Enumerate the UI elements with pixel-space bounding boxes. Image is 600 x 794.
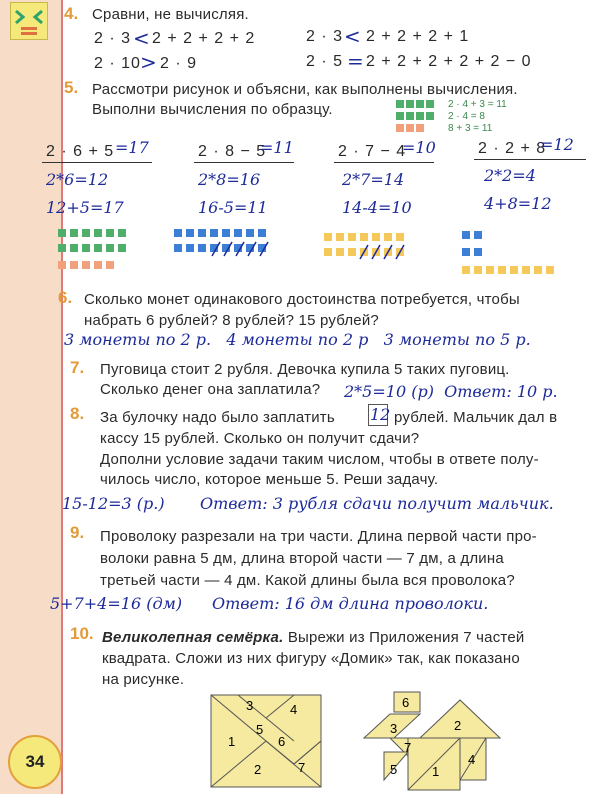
ex4-rhs-2b: 2 + 2 + 2 + 2 + 2 − 0 [366,53,532,70]
ex5-col1-step1: 2*6=12 [46,170,109,189]
left-margin-strip [0,0,62,794]
ex5-col4-answer: =12 [540,135,574,154]
exercise-10-line2: квадрата. Сложи из них фигуру «Домик» так, как показано [102,650,520,667]
ex5-col2-step2: 16-5=11 [198,198,268,217]
house-label-4: 4 [468,752,476,767]
ex8-filled-number: 12 [370,405,391,424]
exercise-8-number: 8. [70,404,85,423]
ex4-rhs-2a: 2 · 9 [160,55,198,72]
ex4-rhs-1b: 2 + 2 + 2 + 1 [366,28,470,45]
tangram-square [210,694,322,794]
ex5-ref-line1: 2 · 4 + 3 = 11 [448,99,507,110]
ex4-sign-2b: = [347,49,364,73]
ex4-expr-2a: 2 · 10 [94,55,141,72]
ex5-col3-underline [334,162,434,163]
exercise-5-line2: Выполни вычисления по образцу. [92,101,333,118]
ex4-expr-2b: 2 · 5 [306,53,344,70]
ex4-sign-1b: < [344,24,361,48]
ex4-sign-2a: > [140,50,157,74]
tangram-house [360,690,510,794]
page-number: 34 [8,735,62,789]
ex4-expr-1b: 2 · 3 [306,28,344,45]
ex5-col1-step2: 12+5=17 [46,198,124,217]
ex5-col1-expr: 2 · 6 + 5 [46,143,115,160]
ex5-col4-expr: 2 · 2 + 8 [478,140,547,157]
exercise-4-number: 4. [64,4,79,23]
ex5-col4-step2: 4+8=12 [484,194,552,213]
exercise-8-answer-text: Ответ: 3 рубля сдачи получит мальчик. [200,494,554,513]
exercise-6-number: 6. [58,288,73,307]
sq-label-7: 7 [298,760,306,775]
ex5-col2-answer: =11 [260,138,294,157]
ex8-number-box [368,404,391,426]
ex5-col4-underline [474,159,586,160]
exercise-10-line3: на рисунке. [102,671,185,688]
exercise-9-number: 9. [70,523,85,542]
margin-line [61,0,63,794]
sq-label-4: 4 [290,702,298,717]
house-label-6: 6 [402,695,410,710]
ex5-col1-answer: =17 [115,138,149,157]
house-label-3: 3 [390,721,398,736]
exercise-9-answer-calc: 5+7+4=16 (дм) [50,594,183,613]
ex4-rhs-1a: 2 + 2 + 2 + 2 [152,30,256,47]
ex5-ref-line2: 2 · 4 = 8 [448,111,485,122]
exercise-7-number: 7. [70,358,85,377]
exercise-7-answer: 2*5=10 (р) Ответ: 10 р. [344,382,558,401]
ex5-col4-step1: 2*2=4 [484,166,536,185]
house-label-5: 5 [390,762,398,777]
house-label-1: 1 [432,764,440,779]
sq-label-2: 2 [254,762,262,777]
house-label-7: 7 [404,740,412,755]
exercise-5-line1: Рассмотри рисунок и объясни, как выполнены вычисления. [92,81,518,98]
ex5-col1-underline [42,162,152,163]
ex5-col3-answer: =10 [402,138,436,157]
exercise-8-line1a: За булочку надо было заплатить [100,409,335,426]
compare-icon [10,2,48,40]
house-label-2: 2 [454,718,462,733]
sq-label-6: 6 [278,734,286,749]
exercise-6-line1: Сколько монет одинакового достоинства потребуется, чтобы [84,291,520,308]
ex5-col3-expr: 2 · 7 − 4 [338,143,407,160]
exercise-8-answer-calc: 15-12=3 (р.) [62,494,165,513]
exercise-8-line4: чилось число, которое меньше 5. Реши задачу. [100,471,439,488]
ex4-expr-1a: 2 · 3 [94,30,132,47]
exercise-6-line2: набрать 6 рублей? 8 рублей? 15 рублей? [84,312,379,329]
exercise-9-line3: третьей части — 4 дм. Какой длины была вся проволока? [100,572,515,589]
sq-label-3: 3 [246,698,254,713]
exercise-10-line1: Вырежи из Приложения 7 частей [287,629,525,646]
exercise-9-line1: Проволоку разрезали на три части. Длина первой части про- [100,528,537,545]
exercise-7-line1: Пуговица стоит 2 рубля. Девочка купила 5 таких пуговиц. [100,361,510,378]
exercise-9-line2: волоки равна 5 дм, длина второй части — 7 дм, а длина [100,550,504,567]
exercise-4-title: Сравни, не вычисляя. [92,6,249,23]
ex4-sign-1a: < [133,26,150,50]
exercise-10-title: Великолепная семёрка. [102,629,284,646]
exercise-7-line2: Сколько денег она заплатила? [100,381,321,398]
exercise-5-number: 5. [64,78,79,97]
exercise-8-line2: кассу 15 рублей. Сколько он получит сдачи? [100,430,420,447]
sq-label-5: 5 [256,722,264,737]
exercise-10-number: 10. [70,624,94,643]
ex5-col2-expr: 2 · 8 − 5 [198,143,267,160]
ex5-ref-line3: 8 + 3 = 11 [448,123,493,134]
ex5-col3-step2: 14-4=10 [342,198,412,217]
exercise-6-answer: 3 монеты по 2 р. 4 монеты по 2 р 3 монеты по 5 р. [64,330,531,349]
ex5-col2-step1: 2*8=16 [198,170,261,189]
sq-label-1: 1 [228,734,236,749]
exercise-8-line1b: рублей. Мальчик дал в [394,409,558,426]
ex5-col3-step1: 2*7=14 [342,170,405,189]
ex5-col2-underline [194,162,294,163]
exercise-9-answer-text: Ответ: 16 дм длина проволоки. [212,594,489,613]
exercise-8-line3: Дополни условие задачи таким числом, чтобы в ответе полу- [100,451,539,468]
